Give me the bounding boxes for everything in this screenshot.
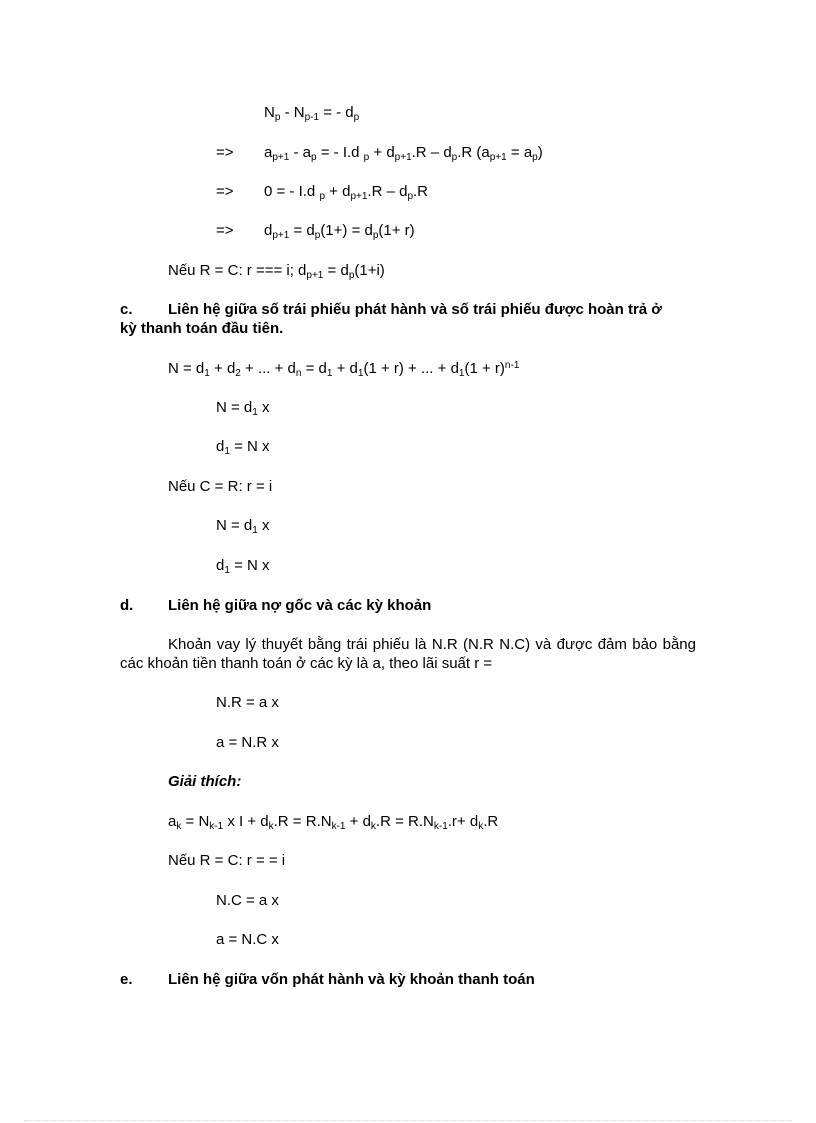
implies-arrow: => [216,222,234,239]
formula-n-d1: $N = d_1$ x [216,399,270,418]
paragraph-loan: Khoản vay lý thuyết bằng trái phiếu là N.R (N.R N.C) và được đảm bảo bằng các khoản tiền thanh toán ở các kỳ là a, theo lãi suất r = [120,636,696,672]
formula-np-diff: $N_p - N_{p-1}$ = - $d_p$ [264,104,360,123]
section-d-label: d. [120,597,134,614]
condition-r-equals-c-2: Nếu R = C: r = = i [168,852,286,869]
formula-zero: 0 = - I.d $_p + d_{p+1}.R - d_p.R$ [264,183,429,202]
condition-r-equals-c: Nếu R = C: r === i; $d_{p+1} = d_p(1+i)$ [168,262,385,281]
section-c-title-1: Liên hệ giữa số trái phiếu phát hành và số trái phiếu được hoàn trả ở [168,301,662,318]
formula-n-d1-b: $N = d_1$ x [216,517,270,536]
explanation-heading: Giải thích: [168,773,242,790]
condition-c-equals-r: Nếu C = R: r = i [168,478,273,495]
formula-a-diff: $a_{p+1} - a_p$ = - I.d $_p + d_{p+1}.R - d_p.R$ $(a_{p+1} = a_p)$ [264,144,543,163]
formula-a-nc: a = N.C x [216,931,279,948]
section-e-title: Liên hệ giữa vốn phát hành và kỳ khoản thanh toán [168,971,535,988]
implies-arrow: => [216,183,234,200]
formula-d1-n: $d_1 = N$ x [216,438,270,457]
formula-nc-a: N.C = a x [216,892,279,909]
implies-arrow: => [216,144,234,161]
formula-d1-n-b: $d_1 = N$ x [216,557,270,576]
page-bottom-divider [24,1120,792,1121]
section-c-label: c. [120,301,133,318]
formula-n-sum: $N = d_1 + d_2$ + ... + $d_n = d_1 + d_1(1 + r)$ + ... + $d_1(1 + r)^{n-1}$ [168,360,520,379]
formula-nr-a: N.R = a x [216,694,279,711]
section-e-label: e. [120,971,133,988]
formula-ak: $a_k = N_{k-1}$ x $I + d_k.R = R.N_{k-1} + d_k.R = R.N_{k-1}.r+ d_k.R$ [168,813,499,832]
formula-dp1: $d_{p+1} = d_p(1+) = d_p(1+ r)$ [264,222,415,241]
formula-a-nr: a = N.R x [216,734,279,751]
section-d-title: Liên hệ giữa nợ gốc và các kỳ khoản [168,597,432,614]
section-c-title-2: kỳ thanh toán đầu tiên. [120,320,284,337]
